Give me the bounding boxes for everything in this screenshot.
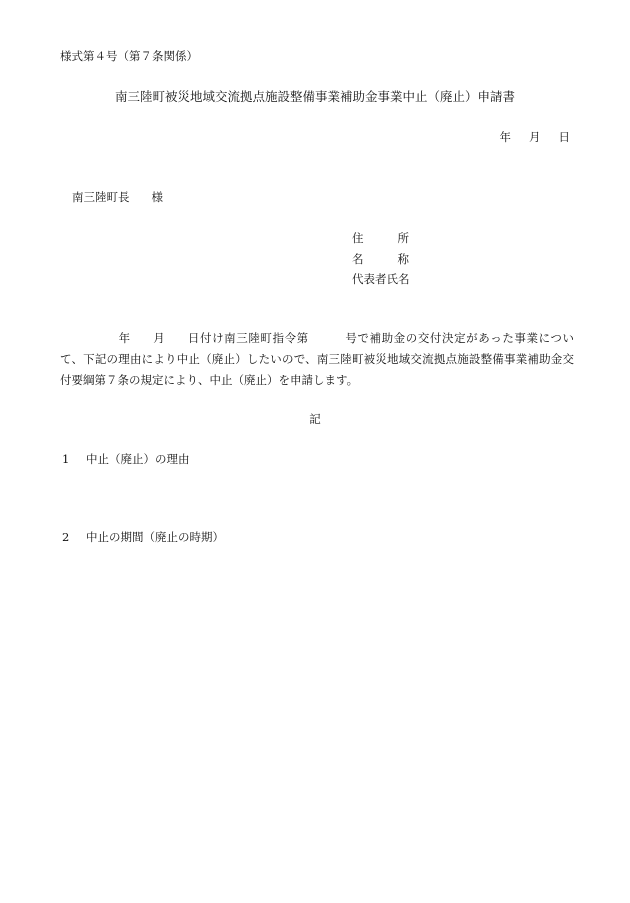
applicant-address-char-2: 所 [397,231,409,245]
document-title: 南三陸町被災地域交流拠点施設整備事業補助金事業中止（廃止）申請書 [114,89,515,104]
addressee-name: 南三陸町長 [72,190,130,204]
date-day: 日 [558,130,570,144]
body-reference: 日付け南三陸町指令第 [187,331,309,345]
addressee-honorific: 様 [151,190,163,204]
ki-heading: 記 [309,412,321,426]
form-number: 様式第４号（第７条関係） [60,49,198,63]
item-label: 中止の期間（廃止の時期） [86,530,224,544]
applicant-address-char-1: 住 [352,231,364,245]
body-rest: 号で補助金の交付決定があった事業について、下記の理由により中止（廃止）したいので、南三陸町被災地域交流拠点施設整備事業補助金交付要綱第７条の規定により、中止（廃止）を申請します。 [60,331,575,387]
date-year: 年 [499,130,511,144]
item-label: 中止（廃止）の理由 [86,452,190,466]
applicant-name-char-1: 名 [352,252,364,266]
list-item [62,529,224,545]
applicant-name-char-2: 称 [397,252,409,266]
body-month: 月 [152,331,166,345]
applicant-address-label [352,230,409,246]
applicant-name-label [352,251,409,267]
body-year: 年 [118,331,131,345]
applicant-representative-label: 代表者氏名 [352,272,410,286]
date-line [482,129,571,145]
date-month: 月 [529,130,541,144]
item-number: 2 [62,530,70,544]
list-item [62,451,190,467]
addressee [72,189,163,205]
item-number: 1 [62,452,70,466]
body-paragraph [60,328,574,391]
